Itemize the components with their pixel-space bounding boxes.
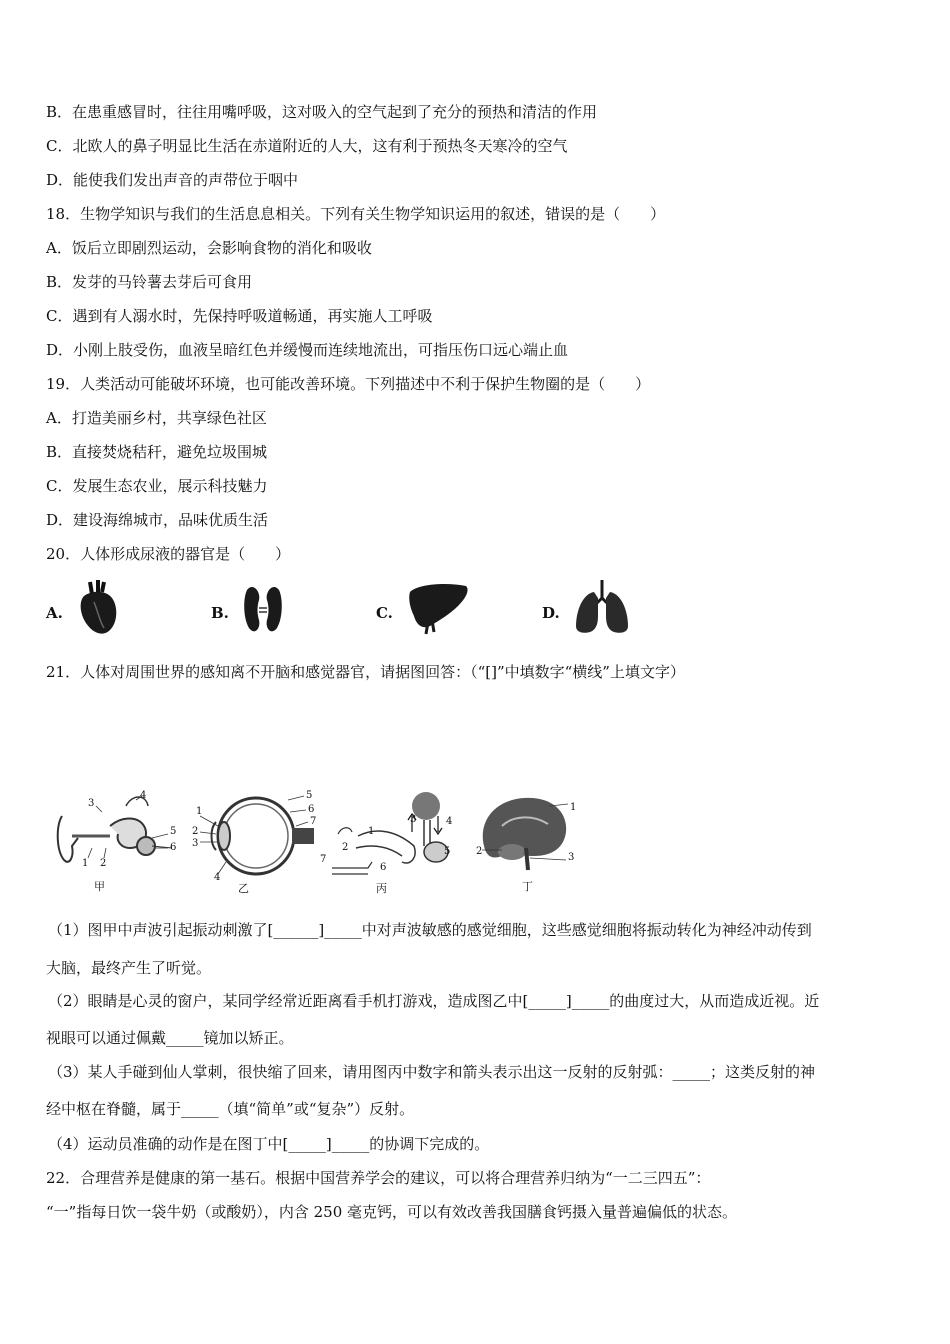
ding-label-1: 1 <box>570 802 577 813</box>
bing-label-4: 4 <box>446 816 453 827</box>
bing-label-5: 5 <box>444 846 451 857</box>
q19-option-c: C．发展生态农业，展示科技魅力 <box>46 477 268 495</box>
q18-option-b: B．发芽的马铃薯去芽后可食用 <box>46 273 253 291</box>
reflex-arc-diagram <box>328 786 468 896</box>
q20-label-b: B. <box>211 604 229 622</box>
jia-label-2: 2 <box>100 858 107 869</box>
q17-option-d: D．能使我们发出声音的声带位于咽中 <box>46 171 299 189</box>
q20-label-d: D. <box>542 604 560 622</box>
q20-organ-options <box>46 578 646 642</box>
yi-label-4: 4 <box>214 872 221 883</box>
q17-option-c: C．北欧人的鼻子明显比生活在赤道附近的人大，这有利于预热冬天寒冷的空气 <box>46 137 568 155</box>
jia-label-3: 3 <box>88 798 95 809</box>
bing-label-2: 2 <box>342 842 349 853</box>
caption-yi: 乙 <box>238 882 249 895</box>
heart-icon <box>76 578 120 638</box>
q21-part1-line1: （1）图甲中声波引起振动刺激了[______]_____中对声波敏感的感觉细胞，这些感觉细胞将振动转化为神经冲动传到 <box>48 921 812 939</box>
jia-label-1: 1 <box>82 858 89 869</box>
yi-label-2: 2 <box>192 826 199 837</box>
yi-label-3: 3 <box>192 838 199 849</box>
q18-option-a: A．饭后立即剧烈运动，会影响食物的消化和吸收 <box>46 239 372 257</box>
yi-label-5: 5 <box>306 790 313 801</box>
caption-jia: 甲 <box>94 880 105 893</box>
q22-stem: 22．合理营养是健康的第一基石。根据中国营养学会的建议，可以将合理营养归纳为“一二三四五”： <box>46 1169 711 1187</box>
eye-diagram <box>192 786 322 896</box>
liver-icon <box>406 578 472 638</box>
bing-label-6: 6 <box>380 862 387 873</box>
q21-figures <box>52 786 592 896</box>
ear-diagram <box>52 786 182 896</box>
q20-label-a: A. <box>46 604 63 622</box>
q21-part4: （4）运动员准确的动作是在图丁中[_____]_____的协调下完成的。 <box>48 1135 490 1153</box>
q20-label-c: C. <box>376 604 393 622</box>
q17-option-b: B．在患重感冒时，往往用嘴呼吸，这对吸入的空气起到了充分的预热和清洁的作用 <box>46 103 598 121</box>
caption-bing: 丙 <box>376 882 387 895</box>
bing-label-7: 7 <box>320 854 327 865</box>
q18-option-c: C．遇到有人溺水时，先保持呼吸道畅通，再实施人工呼吸 <box>46 307 433 325</box>
q21-stem: 21．人体对周围世界的感知离不开脑和感觉器官，请据图回答：（“[]”中填数字“横线”上填文字） <box>46 663 685 681</box>
kidney-icon <box>241 578 285 638</box>
q21-part3-line2: 经中枢在脊髓，属于_____（填“简单”或“复杂”）反射。 <box>46 1100 415 1118</box>
q19-option-d: D．建设海绵城市，品味优质生活 <box>46 511 269 529</box>
q21-part3-line1: （3）某人手碰到仙人掌刺，很快缩了回来，请用图丙中数字和箭头表示出这一反射的反射弧：_____；这类反射的神 <box>48 1063 816 1081</box>
yi-label-1: 1 <box>196 806 203 817</box>
bing-label-1: 1 <box>368 826 375 837</box>
q18-stem: 18．生物学知识与我们的生活息息相关。下列有关生物学知识运用的叙述，错误的是（ ） <box>46 205 666 223</box>
lungs-icon <box>572 578 632 638</box>
bing-label-3: 3 <box>410 814 417 825</box>
q21-part2-line2: 视眼可以通过佩戴_____镜加以矫正。 <box>46 1029 294 1047</box>
q19-option-b: B．直接焚烧秸秆，避免垃圾围城 <box>46 443 268 461</box>
q18-option-d: D．小刚上肢受伤，血液呈暗红色并缓慢而连续地流出，可指压伤口远心端止血 <box>46 341 569 359</box>
ding-label-2: 2 <box>476 846 483 857</box>
q19-stem: 19．人类活动可能破坏环境，也可能改善环境。下列描述中不利于保护生物圈的是（ ） <box>46 375 651 393</box>
q22-line1: “一”指每日饮一袋牛奶（或酸奶），内含 250 毫克钙，可以有效改善我国膳食钙摄入量普遍偏低的状态。 <box>46 1203 738 1221</box>
ding-label-3: 3 <box>568 852 575 863</box>
q20-stem: 20．人体形成尿液的器官是（ ） <box>46 545 291 563</box>
q21-part1-line2: 大脑，最终产生了听觉。 <box>46 959 212 977</box>
yi-label-7: 7 <box>310 816 317 827</box>
caption-ding: 丁 <box>522 880 533 893</box>
yi-label-6: 6 <box>308 804 315 815</box>
jia-label-6: 6 <box>170 842 177 853</box>
q19-option-a: A．打造美丽乡村，共享绿色社区 <box>46 409 267 427</box>
q21-part2-line1: （2）眼睛是心灵的窗户，某同学经常近距离看手机打游戏，造成图乙中[_____]_____的曲度过大，从而造成近视。近 <box>48 992 820 1010</box>
jia-label-4: 4 <box>140 790 147 801</box>
jia-label-5: 5 <box>170 826 177 837</box>
